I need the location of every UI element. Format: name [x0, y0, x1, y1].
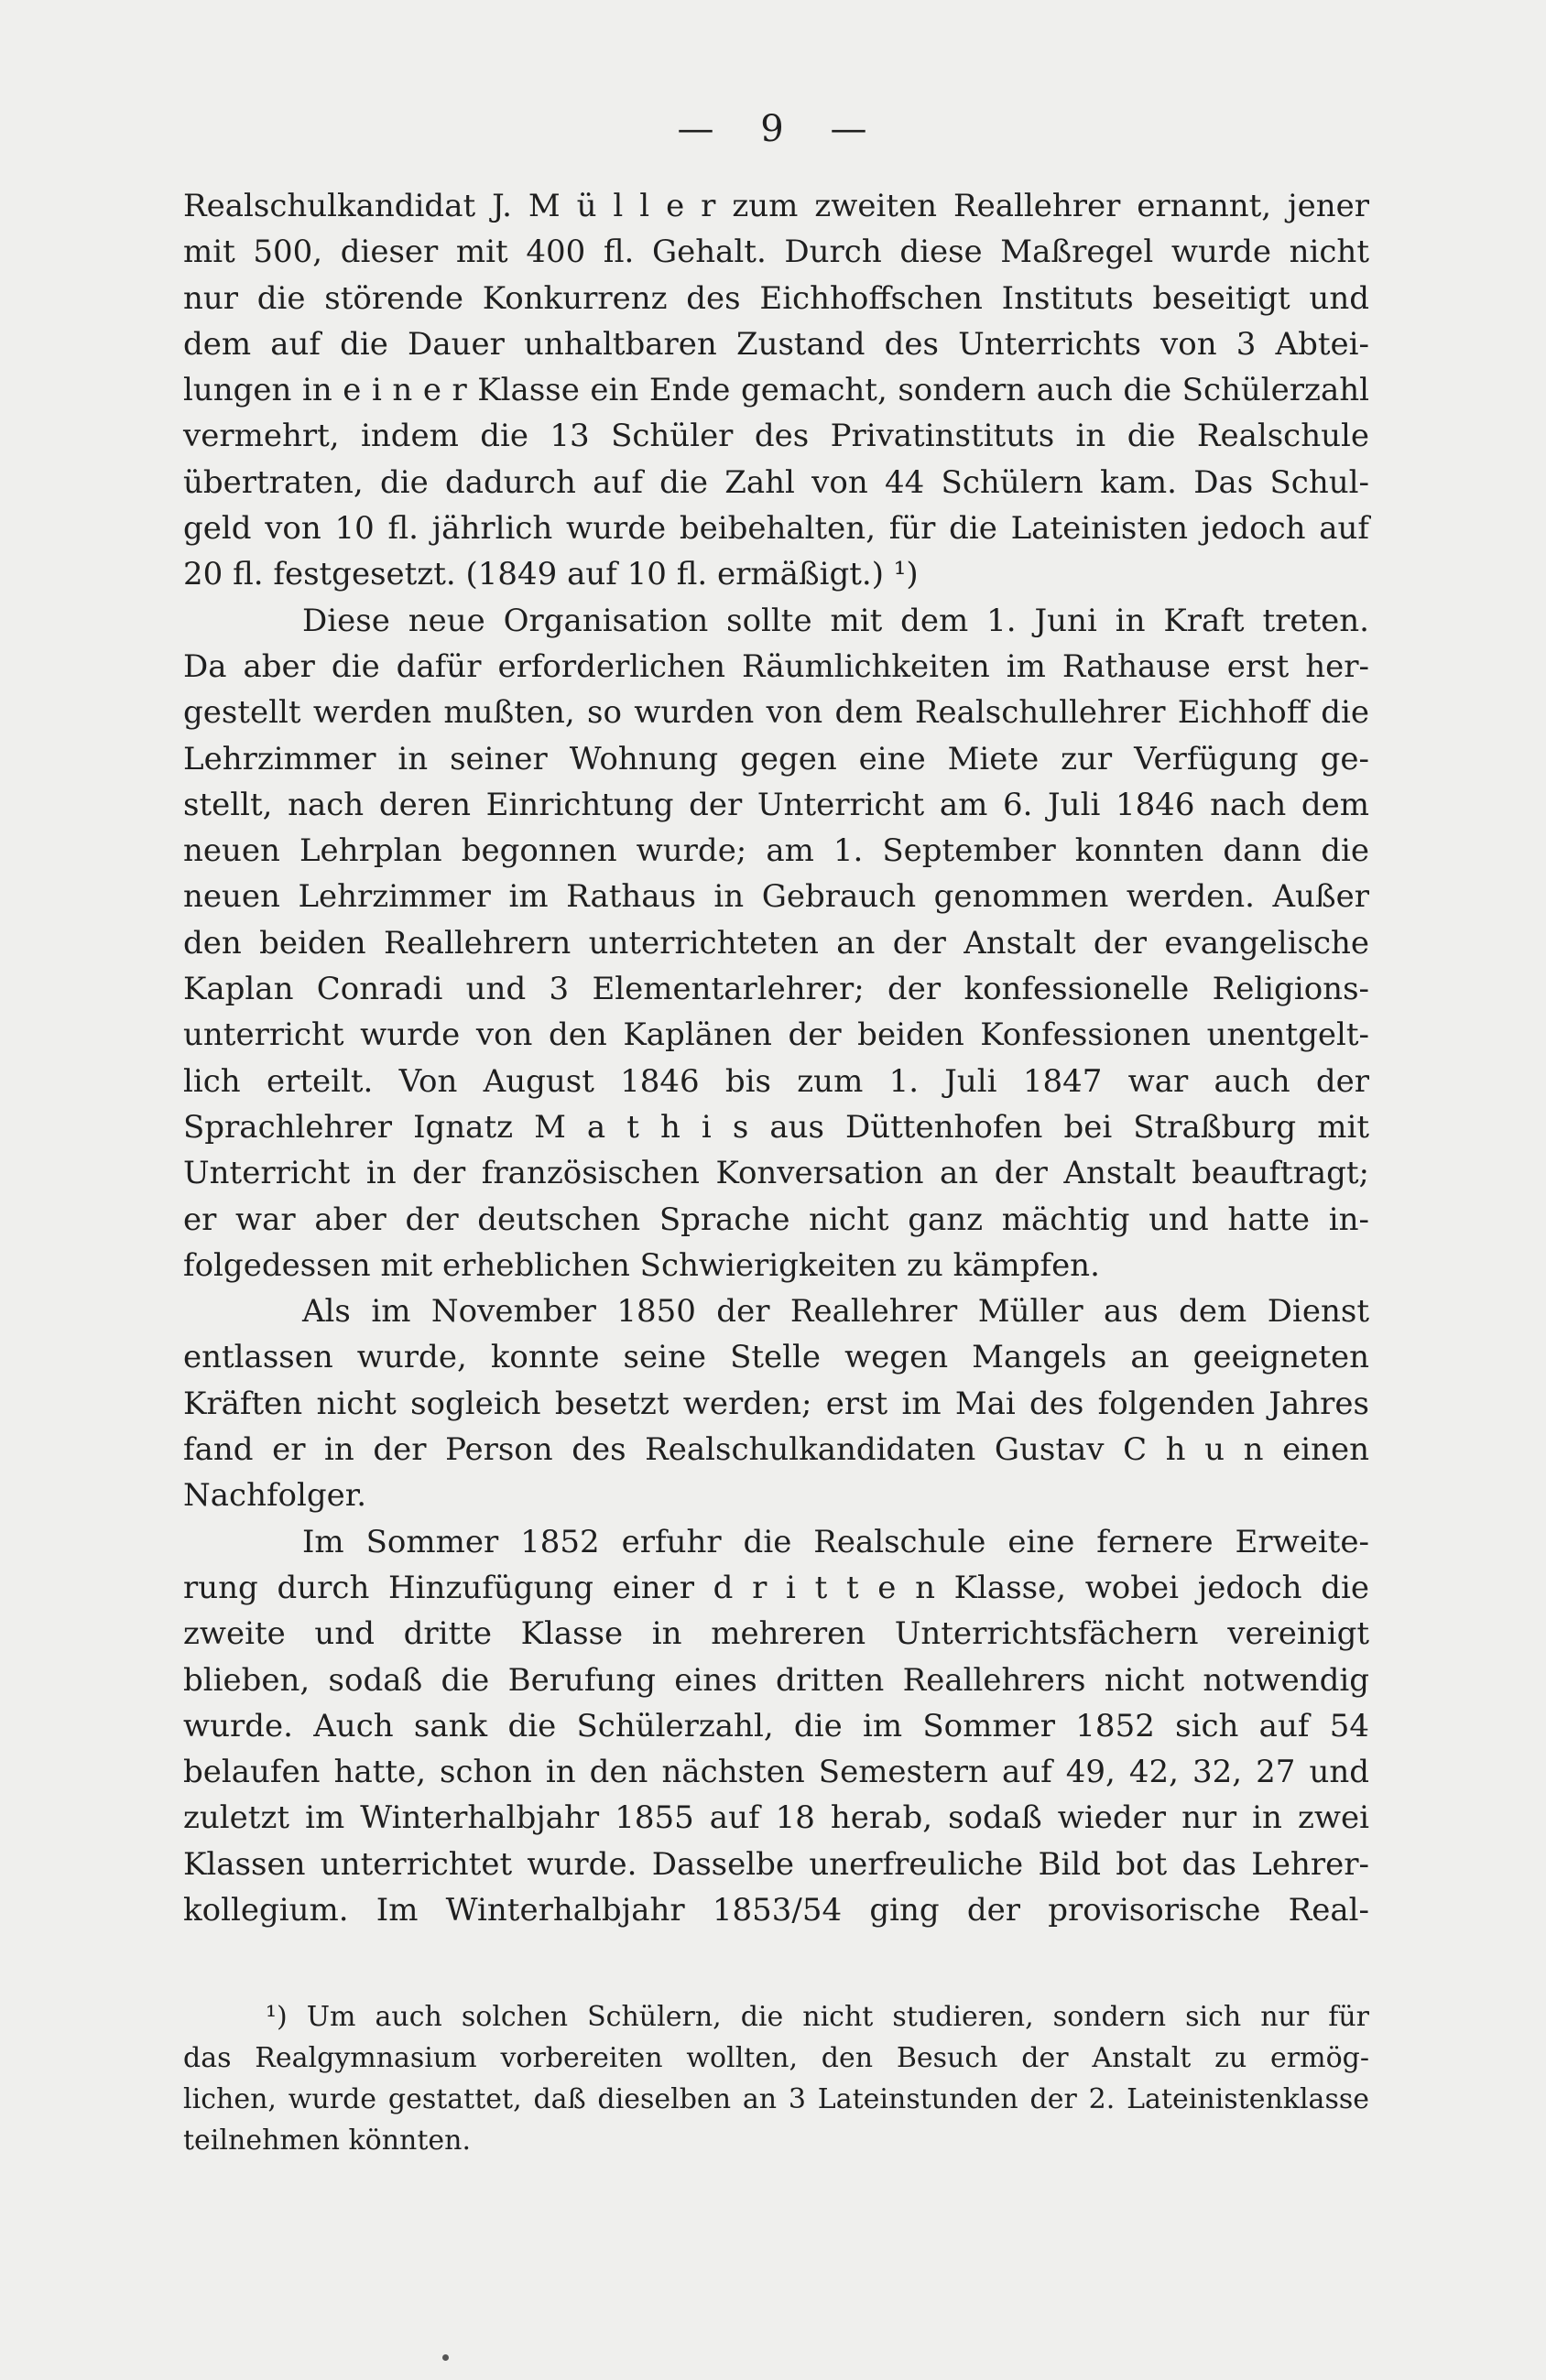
text-line: Da aber die dafür erforderlichen Räumlichkeiten im Rathause erst her-: [183, 647, 1369, 685]
text-line: übertraten, die dadurch auf die Zahl von 44 Schülern kam. Das Schul-: [183, 463, 1369, 501]
text-line: belaufen hatte, schon in den nächsten Semestern auf 49, 42, 32, 27 und: [183, 1754, 1369, 1791]
text-line: entlassen wurde, konnte seine Stelle wegen Mangels an geeigneten: [183, 1339, 1369, 1376]
text-line: Diese neue Organisation sollte mit dem 1. Juni in Kraft treten.: [302, 602, 1369, 639]
text-line: Als im November 1850 der Reallehrer Müller aus dem Dienst: [302, 1293, 1369, 1331]
text-line: Kaplan Conradi und 3 Elementarlehrer; der konfessionelle Religions-: [183, 971, 1369, 1008]
text-line: rung durch Hinzufügung einer d r i t t e n Klasse, wobei jedoch die: [183, 1569, 1369, 1606]
footnote-text: Um auch solchen Schülern, die nicht studieren, sondern sich nur für: [306, 2001, 1369, 2033]
text-line: dem auf die Dauer unhaltbaren Zustand des Unterrichts von 3 Abtei-: [183, 325, 1369, 363]
text-line: Kräften nicht sogleich besetzt werden; erst im Mai des folgenden Jahres: [183, 1385, 1369, 1422]
text-line: unterricht wurde von den Kaplänen der beiden Konfessionen unentgelt-: [183, 1016, 1369, 1054]
footnote-line: teilnehmen könnten.: [183, 2125, 472, 2157]
text-line: mit 500, dieser mit 400 fl. Gehalt. Durch diese Maßregel wurde nicht: [183, 234, 1369, 271]
text-line: Klassen unterrichtet wurde. Dasselbe unerfreuliche Bild bot das Lehrer-: [183, 1845, 1369, 1883]
text-line: 20 fl. festgesetzt. (1849 auf 10 fl. ermäßigt.) ¹): [183, 556, 919, 593]
text-line: Im Sommer 1852 erfuhr die Realschule eine fernere Erweite-: [302, 1523, 1369, 1560]
header-dash-left: —: [677, 108, 716, 150]
footnote-line: lichen, wurde gestattet, daß dieselben an 3 Lateinstunden der 2. Lateinistenklasse: [183, 2083, 1369, 2115]
text-line: gestellt werden mußten, so wurden von dem Realschullehrer Eichhoff die: [183, 694, 1369, 732]
text-line: geld von 10 fl. jährlich wurde beibehalten, für die Lateinisten jedoch auf: [183, 510, 1369, 548]
text-line: den beiden Reallehrern unterrichteten an der Anstalt der evangelische: [183, 924, 1369, 962]
text-line: wurde. Auch sank die Schülerzahl, die im Sommer 1852 sich auf 54: [183, 1707, 1369, 1744]
text-line: blieben, sodaß die Berufung eines dritten Reallehrers nicht notwendig: [183, 1661, 1369, 1699]
text-line: zweite und dritte Klasse in mehreren Unterrichtsfächern vereinigt: [183, 1615, 1369, 1653]
body-text: [183, 183, 1369, 1933]
text-line: Nachfolger.: [183, 1477, 367, 1515]
text-line: folgedessen mit erheblichen Schwierigkeiten zu kämpfen.: [183, 1246, 1100, 1284]
page-header: [0, 108, 1546, 150]
text-line: neuen Lehrplan begonnen wurde; am 1. September konnten dann die: [183, 832, 1369, 870]
footnote-line-first: [183, 1996, 1369, 2038]
footnote-marker: ¹): [266, 2001, 288, 2033]
text-line: er war aber der deutschen Sprache nicht ganz mächtig und hatte in-: [183, 1201, 1369, 1238]
text-line: lungen in e i n e r Klasse ein Ende gemacht, sondern auch die Schülerzahl: [183, 372, 1369, 409]
text-line: lich erteilt. Von August 1846 bis zum 1. Juli 1847 war auch der: [183, 1062, 1369, 1100]
text-line: Unterricht in der französischen Konversation an der Anstalt beauftragt;: [183, 1155, 1369, 1192]
header-dash-right: —: [830, 108, 869, 150]
text-line: fand er in der Person des Realschulkandidaten Gustav C h u n einen: [183, 1431, 1369, 1469]
text-line: vermehrt, indem die 13 Schüler des Privatinstituts in die Realschule: [183, 418, 1369, 455]
text-line: neuen Lehrzimmer im Rathaus in Gebrauch genommen werden. Außer: [183, 878, 1369, 916]
text-line: Sprachlehrer Ignatz M a t h i s aus Düttenhofen bei Straßburg mit: [183, 1108, 1369, 1146]
text-line: kollegium. Im Winterhalbjahr 1853/54 ging der provisorische Real-: [183, 1891, 1369, 1929]
text-line: zuletzt im Winterhalbjahr 1855 auf 18 herab, sodaß wieder nur in zwei: [183, 1799, 1369, 1837]
ink-dot: [442, 2354, 449, 2361]
page-number: 9: [760, 108, 786, 150]
text-line: nur die störende Konkurrenz des Eichhoffschen Instituts beseitigt und: [183, 279, 1369, 317]
footnote: [183, 1996, 1369, 2161]
text-line: Lehrzimmer in seiner Wohnung gegen eine Miete zur Verfügung ge-: [183, 740, 1369, 777]
footnote-line: das Realgymnasium vorbereiten wollten, den Besuch der Anstalt zu ermög-: [183, 2042, 1369, 2074]
text-line: stellt, nach deren Einrichtung der Unterricht am 6. Juli 1846 nach dem: [183, 786, 1369, 823]
text-line: Realschulkandidat J. M ü l l e r zum zweiten Reallehrer ernannt, jener: [183, 188, 1369, 224]
